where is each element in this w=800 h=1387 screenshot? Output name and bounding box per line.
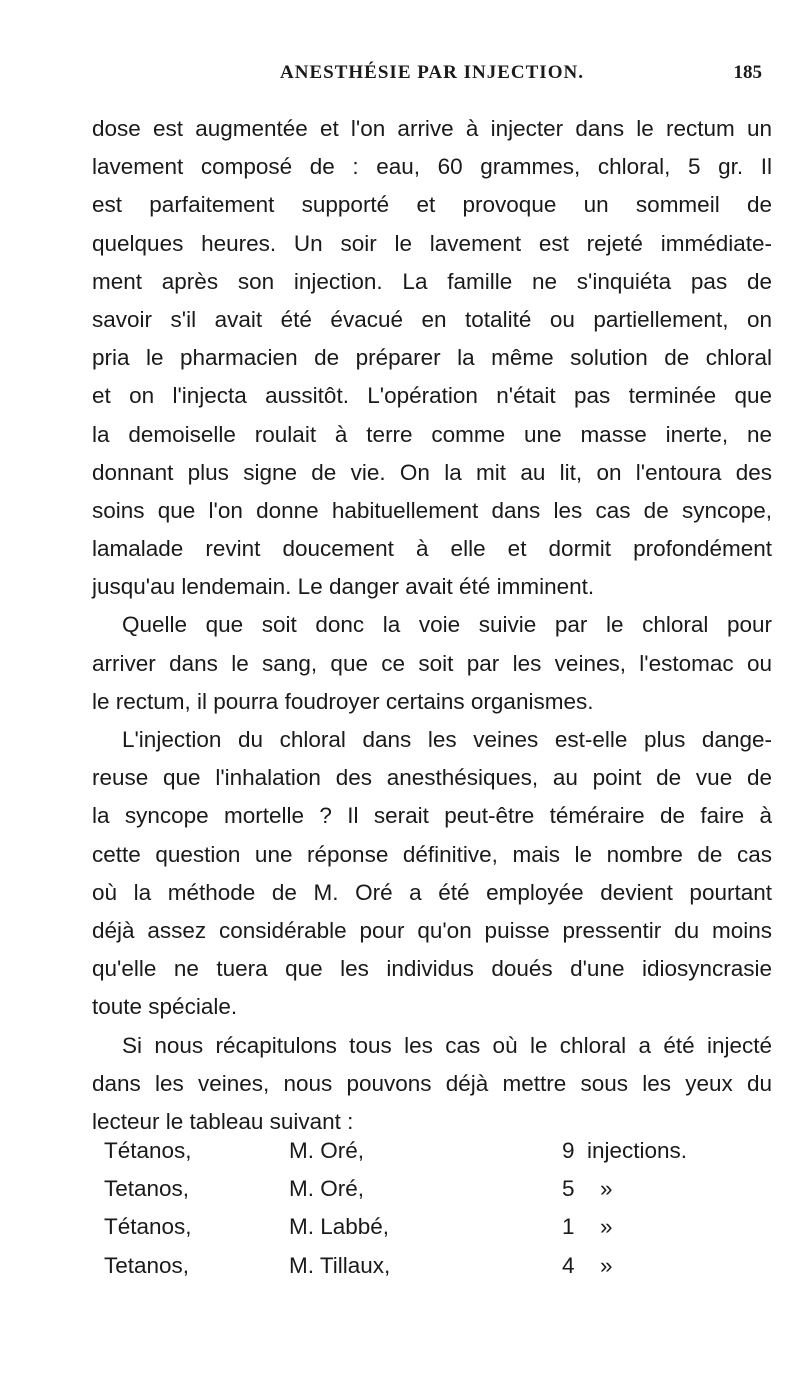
table-row: [92, 1132, 772, 1170]
unit-cell: »: [600, 1176, 613, 1202]
text-line: le rectum, il pourra foudroyer certains organismes.: [92, 688, 594, 714]
text-line: déjà assez considérable pour qu'on puisse pressentir du moins: [92, 917, 772, 943]
table-row: [92, 1170, 772, 1208]
text-line: pria le pharmacien de préparer la même solution de chloral: [92, 345, 772, 371]
disease-cell: Tetanos,: [104, 1252, 190, 1278]
text-line: reuse que l'inhalation des anesthésiques, au point de vue de: [92, 765, 772, 791]
text-line: lavement composé de : eau, 60 grammes, chloral, 5 gr. Il: [92, 154, 772, 180]
author-cell: M. Oré,: [289, 1138, 365, 1163]
text-line: cette question une réponse définitive, mais le nombre de cas: [92, 841, 772, 867]
text-line: où la méthode de M. Oré a été employée devient pourtant: [92, 879, 772, 905]
text-line: lecteur le tableau suivant :: [92, 1108, 354, 1134]
text-line: quelques heures. Un soir le lavement est rejeté immédiate-: [92, 230, 772, 256]
page-number: 185: [733, 62, 762, 83]
text-line: lamalade revint doucement à elle et dormit profondément: [92, 536, 772, 562]
text-line: savoir s'il avait été évacué en totalité ou partiellement, on: [92, 306, 772, 332]
text-line: la demoiselle roulait à terre comme une masse inerte, ne: [92, 421, 772, 447]
unit-cell: injections.: [587, 1138, 688, 1163]
text-line: dans les veines, nous pouvons déjà mettre sous les yeux du: [92, 1070, 772, 1096]
page-header: [92, 62, 772, 92]
running-title: ANESTHÉSIE PAR INJECTION.: [280, 62, 584, 83]
author-cell: M. Oré,: [289, 1176, 365, 1202]
author-cell: M. Tillaux,: [289, 1252, 391, 1278]
text-line: donnant plus signe de vie. On la mit au lit, on l'entoura des: [92, 459, 772, 485]
count-cell: 5: [562, 1176, 575, 1202]
text-line: jusqu'au lendemain. Le danger avait été imminent.: [92, 574, 595, 600]
unit-cell: »: [600, 1214, 613, 1240]
author-cell: M. Labbé,: [289, 1214, 390, 1240]
text-line: soins que l'on donne habituellement dans les cas de syncope,: [92, 497, 772, 523]
table-row: [92, 1208, 772, 1246]
count-cell: 1: [562, 1214, 575, 1240]
disease-cell: Tétanos,: [104, 1138, 192, 1163]
text-line: et on l'injecta aussitôt. L'opération n'était pas terminée que: [92, 383, 772, 409]
count-cell: 4: [562, 1252, 575, 1278]
body-text: [92, 110, 772, 1141]
text-line: L'injection du chloral dans les veines est-elle plus dange-: [122, 727, 772, 752]
text-line: Si nous récapitulons tous les cas où le chloral a été injecté: [122, 1032, 772, 1058]
text-line: toute spéciale.: [92, 994, 238, 1020]
text-line: dose est augmentée et l'on arrive à injecter dans le rectum un: [92, 116, 772, 141]
disease-cell: Tetanos,: [104, 1176, 190, 1202]
text-line: ment après son injection. La famille ne s'inquiéta pas de: [92, 268, 772, 294]
text-line: qu'elle ne tuera que les individus doués d'une idiosyncrasie: [92, 956, 772, 982]
text-line: est parfaitement supporté et provoque un sommeil de: [92, 192, 772, 218]
text-line: arriver dans le sang, que ce soit par les veines, l'estomac ou: [92, 650, 772, 676]
table-row: [92, 1247, 772, 1285]
count-cell: 9: [562, 1138, 575, 1163]
text-line: la syncope mortelle ? Il serait peut-être téméraire de faire à: [92, 803, 772, 829]
injection-table: [92, 1132, 772, 1285]
unit-cell: »: [600, 1252, 613, 1278]
text-line: Quelle que soit donc la voie suivie par le chloral pour: [122, 612, 772, 638]
disease-cell: Tétanos,: [104, 1214, 192, 1240]
